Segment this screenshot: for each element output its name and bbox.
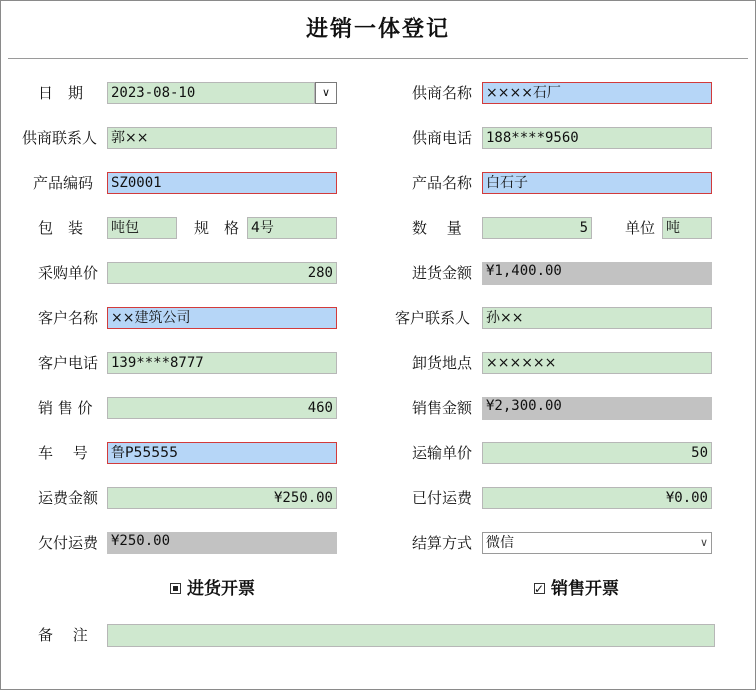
remark-label: 备 注 [38, 626, 88, 644]
sale-amount-label: 销售金额 [412, 399, 473, 417]
date-label: 日 期 [38, 84, 84, 102]
supplier-name-field[interactable]: ××××石厂 [482, 82, 712, 104]
sale-amount-field: ¥2,300.00 [482, 397, 712, 420]
packing-field[interactable]: 吨包 [107, 217, 177, 239]
product-name-label: 产品名称 [412, 174, 473, 192]
purchase-invoice-label: 进货开票 [187, 579, 255, 599]
page-title: 进销一体登记 [305, 16, 450, 42]
title-divider [8, 58, 748, 59]
date-picker-button[interactable] [315, 82, 337, 104]
product-name-field[interactable]: 白石子 [482, 172, 712, 194]
chevron-down-icon: ∨ [321, 86, 331, 99]
supplier-name-label: 供商名称 [412, 84, 473, 102]
customer-name-field[interactable]: ××建筑公司 [107, 307, 337, 329]
product-code-field[interactable]: SZ0001 [107, 172, 337, 194]
freight-paid-field[interactable]: ¥0.00 [482, 487, 712, 509]
supplier-phone-label: 供商电话 [412, 129, 473, 147]
quantity-label: 数 量 [412, 219, 462, 237]
sale-price-field[interactable]: 460 [107, 397, 337, 419]
freight-owed-field: ¥250.00 [107, 532, 337, 554]
checkmark-icon [534, 583, 545, 594]
quantity-field[interactable]: 5 [482, 217, 592, 239]
purchase-price-field[interactable]: 280 [107, 262, 337, 284]
supplier-contact-label: 供商联系人 [22, 129, 98, 147]
customer-phone-label: 客户电话 [38, 354, 99, 372]
customer-contact-label: 客户联系人 [395, 309, 471, 327]
customer-phone-field[interactable]: 139****8777 [107, 352, 337, 374]
date-field[interactable]: 2023-08-10 [107, 82, 315, 104]
unload-place-label: 卸货地点 [412, 354, 473, 372]
sale-invoice-label: 销售开票 [551, 579, 619, 599]
sale-invoice-checkbox[interactable] [534, 577, 619, 601]
freight-amount-label: 运费金额 [38, 489, 99, 507]
supplier-phone-field[interactable]: 188****9560 [482, 127, 712, 149]
unit-field[interactable]: 吨 [662, 217, 712, 239]
sale-price-label: 销 售 价 [38, 399, 93, 417]
settlement-select[interactable] [482, 532, 712, 554]
spec-label: 规 格 [194, 219, 240, 237]
unit-label: 单位 [625, 219, 656, 237]
purchase-amount-label: 进货金额 [412, 264, 473, 282]
indeterminate-checkbox-icon [170, 583, 181, 594]
freight-unit-price-label: 运输单价 [412, 444, 473, 462]
freight-paid-label: 已付运费 [412, 489, 473, 507]
packing-label: 包 装 [38, 219, 84, 237]
settlement-value: 微信 [486, 535, 514, 551]
product-code-label: 产品编码 [33, 174, 94, 192]
plate-label: 车 号 [38, 444, 88, 462]
purchase-invoice-checkbox[interactable] [170, 577, 255, 601]
remark-field[interactable] [107, 624, 715, 647]
chevron-down-icon: ∨ [699, 536, 708, 549]
freight-unit-price-field[interactable]: 50 [482, 442, 712, 464]
customer-contact-field[interactable]: 孙×× [482, 307, 712, 329]
freight-owed-label: 欠付运费 [38, 534, 99, 552]
plate-field[interactable]: 鲁P55555 [107, 442, 337, 464]
spec-field[interactable]: 4号 [247, 217, 337, 239]
purchase-price-label: 采购单价 [38, 264, 99, 282]
freight-amount-field[interactable]: ¥250.00 [107, 487, 337, 509]
customer-name-label: 客户名称 [38, 309, 99, 327]
settlement-label: 结算方式 [412, 534, 473, 552]
purchase-amount-field: ¥1,400.00 [482, 262, 712, 285]
unload-place-field[interactable]: ×××××× [482, 352, 712, 374]
supplier-contact-field[interactable]: 郭×× [107, 127, 337, 149]
